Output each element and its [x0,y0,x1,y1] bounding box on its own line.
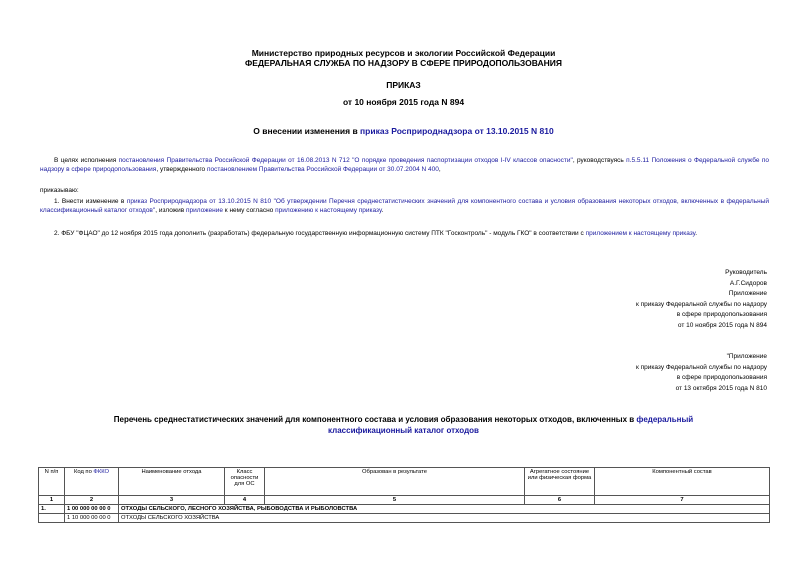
link-prilozheniem[interactable]: приложением к настоящему приказу [585,230,696,237]
col-number: 5 [265,496,525,505]
row-code: 1 10 000 00 00 0 [65,514,119,523]
link-prikaz-810[interactable]: приказ Росприроднадзора от 13.10.2015 N 810 "Об утверждении Перечня среднестатистических значений для компонентного состава и условия образования некоторых отходов, включенных в федеральный классификационный каталог отходов" [40,198,769,214]
appendix-2-line3: в сфере природопользования [676,374,767,381]
appendix-2-block [636,352,767,394]
service-title: ФЕДЕРАЛЬНАЯ СЛУЖБА ПО НАДЗОРУ В СФЕРЕ ПРИРОДОПОЛЬЗОВАНИЯ [245,58,562,68]
col-number: 1 [39,496,65,505]
col-number: 6 [525,496,595,505]
row-code: 1 00 000 00 00 0 [65,505,119,514]
th-code: Код по ФККО [65,468,119,496]
doc-type: ПРИКАЗ [386,80,421,90]
link-fkko[interactable]: ФККО [93,469,110,475]
table-header-row [39,468,770,496]
ministry-title: Министерство природных ресурсов и экологии Российской Федерации [251,48,556,58]
doc-subject [0,126,807,136]
doc-date: от 10 ноября 2015 года N 894 [342,97,465,107]
th-name: Наименование отхода [119,468,225,496]
th-class: Класс опасности для ОС [225,468,265,496]
signature-title: Руководитель [725,269,767,276]
col-number: 3 [119,496,225,505]
paragraph-2: 1. Внести изменение в приказ Росприроднадзора от 13.10.2015 N 810 "Об утверждении Перечня среднестатистических значений для компонентного состава и условия образования некоторых отходов, включенных в федеральный классификационный каталог отходов", изложив приложение к нему согласно приложению к настоящему приказу. [40,198,769,214]
row-number: 1. [39,505,65,514]
row-name: ОТХОДЫ СЕЛЬСКОГО ХОЗЯЙСТВА [119,514,770,523]
col-number: 2 [65,496,119,505]
appendix-1-line4: от 10 ноября 2015 года N 894 [677,321,767,329]
appendix-1-line2: к приказу Федеральной службы по надзору [635,300,767,308]
table-number-row [39,496,770,505]
paragraph-3: 2. ФБУ "ФЦАО" до 12 ноября 2015 года дополнить (разработать) федеральную государственную информационную систему ПТК "Госконтроль" - модуль ГКО" в соответствии с приложением к настоящему приказу. [54,230,698,237]
link-fkko-catalog[interactable]: федеральный классификационный каталог отходов [328,415,694,435]
appendix-2-line1: "Приложение [726,353,767,360]
link-postanovlenie-400[interactable]: постановлением Правительства Российской Федерации от 30.07.2004 N 400 [206,166,439,173]
th-state: Агрегатное состояние или физическая форма [525,468,595,496]
link-polozhenie[interactable]: п.5.5.11 Положения о Федеральной службе по надзору в сфере природопользования [40,157,769,173]
subject-prefix: О внесении изменения в [253,126,361,136]
row-number [39,514,65,523]
link-prilozhenie[interactable]: приложение [186,207,223,214]
col-number: 7 [595,496,770,505]
list-title: Перечень среднестатистических значений для компонентного состава и условия образования некоторых отходов, включенных в федеральный классификационный каталог отходов [113,415,694,435]
waste-table [38,467,770,523]
row-name: ОТХОДЫ СЕЛЬСКОГО, ЛЕСНОГО ХОЗЯЙСТВА, РЫБОВОДСТВА И РЫБОЛОВСТВА [119,505,770,514]
appendix-1-line1: Приложение [728,290,767,297]
appendix-2-line4: от 13 октября 2015 года N 810 [675,384,767,392]
th-composition: Компонентный состав [595,468,770,496]
subject-link[interactable]: приказ Росприроднадзора от 13.10.2015 N 810 [360,126,554,136]
th-origin: Образован в результате [265,468,525,496]
col-number: 4 [225,496,265,505]
order-word: приказываю: [40,187,79,194]
table-row [39,505,770,514]
th-number: N п/п [39,468,65,496]
appendix-2-line2: к приказу Федеральной службы по надзору [635,363,767,371]
link-prilozhenie-prikaz[interactable]: приложению к настоящему приказу [275,207,382,214]
table-row [39,514,770,523]
signature-block [636,268,767,331]
appendix-1-line3: в сфере природопользования [676,311,767,318]
link-postanovlenie-712[interactable]: постановления Правительства Российской Федерации от 16.08.2013 N 712 "О порядке проведения паспортизации отходов I-IV классов опасности" [118,157,573,164]
signature-name: А.Г.Сидоров [729,279,767,287]
paragraph-1: В целях исполнения постановления Правительства Российской Федерации от 16.08.2013 N 712 "О порядке проведения паспортизации отходов I-IV классов опасности", руководствуясь п.5.5.11 Положения о Федеральной службе по надзору в сфере природопользования, утвержденного постановлением Правительства Российской Федерации от 30.07.2004 N 400, [40,157,769,173]
